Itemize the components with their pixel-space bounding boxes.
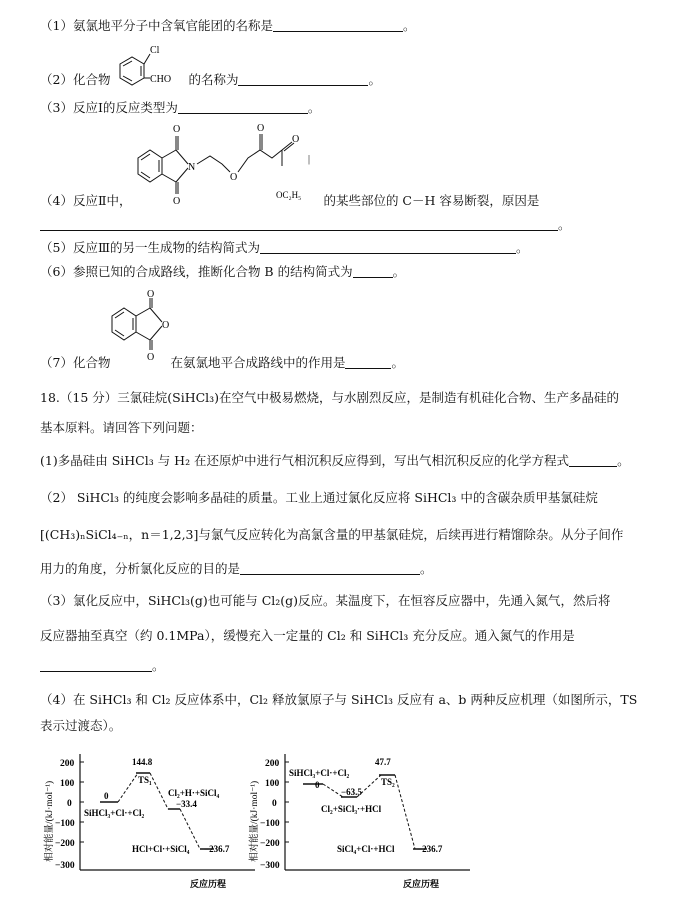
- o-ester-label: O: [292, 134, 300, 145]
- question-text-pre: 化合物: [72, 355, 111, 370]
- part-number: （7）: [40, 355, 73, 370]
- ts-value: 47.7: [375, 757, 391, 767]
- ts-label: TS₂: [381, 777, 395, 787]
- period: 。: [152, 658, 165, 673]
- tick-label: 0: [67, 799, 72, 809]
- tick-label: 200: [60, 759, 75, 769]
- o-ketone-label: O: [257, 123, 265, 134]
- q18-part3-line3: [40, 658, 165, 674]
- path-segment: [118, 773, 138, 802]
- answer-blank[interactable]: [178, 101, 308, 114]
- x-axis-label: 反应历程: [403, 879, 440, 889]
- x-axis-label: 反应历程: [190, 879, 227, 889]
- end-label: SiCl₄+Cl·+HCl: [337, 844, 395, 854]
- path-segment: [150, 773, 168, 809]
- tick-label: 200: [265, 759, 280, 769]
- q18-intro-line1: 18.（15 分）三氯硅烷(SiHCl₃)在空气中极易燃烧，与水剧烈反应，是制造有机硅化合物、生产多晶硅的: [40, 390, 620, 405]
- period: 。: [392, 264, 406, 279]
- tick-label: −100: [55, 819, 75, 829]
- o-label-bottom: O: [173, 196, 181, 207]
- answer-blank[interactable]: [40, 659, 152, 672]
- tick-label: −300: [260, 861, 280, 871]
- cho-label: CHO: [150, 74, 172, 85]
- period: 。: [391, 355, 404, 370]
- period: 。: [516, 240, 529, 255]
- o-label-ring: O: [162, 320, 170, 331]
- mid-value: −33.4: [176, 799, 197, 809]
- part-number: （1）: [40, 18, 73, 33]
- answer-blank[interactable]: [238, 73, 368, 86]
- y-axis-label: 相对能量/(kJ·mol⁻¹): [45, 780, 55, 862]
- tick-label: −100: [260, 819, 280, 829]
- answer-blank[interactable]: [260, 241, 516, 254]
- period: 。: [402, 18, 416, 33]
- end-value: −236.7: [204, 844, 230, 854]
- question-text-pre: 化合物: [72, 72, 111, 87]
- answer-blank[interactable]: [40, 218, 558, 231]
- question-text: 的某些部位的 C－H 容易断裂，原因是: [323, 193, 540, 208]
- energy-diagram-b: [245, 752, 475, 892]
- period: 。: [617, 453, 630, 468]
- q18-part3-line1: （3）氯化反应中，SiHCl₃(g)也可能与 Cl₂(g)反应。某温度下，在恒容反应器中，先通入氮气，然后将: [40, 593, 611, 608]
- y-axis-label: 相对能量/(kJ·mol⁻¹): [250, 780, 260, 862]
- answer-blank[interactable]: [353, 265, 393, 278]
- path-segment: [180, 809, 200, 849]
- tick-label: 0: [272, 799, 277, 809]
- q17-part5: [40, 240, 529, 256]
- path-segment: [395, 775, 415, 849]
- end-label: HCl+Cl·+SiCl₄: [132, 844, 190, 854]
- q18-part3-line2: 反应器抽至真空（约 0.1MPa），缓慢充入一定量的 Cl₂ 和 SiHCl₃ 充分反应。通入氮气的作用是: [40, 628, 575, 643]
- question-text: 反应Ⅰ的反应类型为: [72, 100, 178, 115]
- part-number: （5）: [40, 240, 73, 255]
- question-text: 用力的角度，分析氯化反应的目的是: [40, 561, 241, 576]
- answer-blank[interactable]: [569, 454, 617, 467]
- phthalic-anhydride-structure: [106, 290, 176, 360]
- question-text: 在氨氯地平合成路线中的作用是: [170, 355, 346, 370]
- part-number: （6）: [40, 264, 73, 279]
- tick-label: 100: [265, 779, 280, 789]
- question-text: 的名称为: [188, 72, 239, 87]
- start-label: SiHCl₃+Cl·+Cl₂: [84, 808, 145, 818]
- q18-part2-line2: [(CH₃)ₙSiCl₄₋ₙ，n＝1,2,3]与氯气反应转化为高氯含量的甲基氯硅烷，后续再进行精馏除杂。从分子间作: [40, 527, 624, 542]
- q18-part2-line3: [40, 561, 433, 577]
- q18-part4-line2: 表示过渡态）。: [40, 718, 122, 733]
- period: 。: [368, 72, 381, 87]
- question-text: 多晶硅由 SiHCl₃ 与 H₂ 在还原炉中进行气相沉积反应得到，写出气相沉积反应的化学方程式: [57, 453, 570, 468]
- q17-part7: [40, 355, 404, 371]
- answer-blank[interactable]: [240, 562, 420, 575]
- q18-part2-line1: （2） SiHCl₃ 的纯度会影响多晶硅的质量。工业上通过氯化反应将 SiHCl₃ 中的含碳杂质甲基氯硅烷: [40, 490, 598, 505]
- part-number: （3）: [40, 100, 73, 115]
- period: 。: [558, 217, 571, 232]
- ts-label: TS₁: [138, 775, 152, 785]
- q17-part6: [40, 264, 405, 280]
- q17-part2: [40, 72, 381, 88]
- part-number: （2）: [40, 72, 73, 87]
- q18-part1: [40, 453, 630, 469]
- mid-value: −63.5: [341, 787, 362, 797]
- answer-blank[interactable]: [273, 19, 403, 32]
- part-number: （4）: [40, 193, 73, 208]
- question-text: 反应Ⅲ的另一生成物的结构简式为: [72, 240, 261, 255]
- mark: |: [308, 154, 311, 165]
- mid-label: Cl₂+H·+SiCl₄: [168, 788, 220, 798]
- n-label: N: [188, 162, 196, 173]
- mid-label: Cl₂+SiCl₃·+HCl: [321, 804, 382, 814]
- ts-value: 144.8: [132, 757, 153, 767]
- question-text: 氨氯地平分子中含氧官能团的名称是: [72, 18, 273, 33]
- q18-intro-line2: 基本原料。请回答下列问题：: [40, 420, 203, 435]
- answer-blank[interactable]: [345, 356, 391, 369]
- tick-label: −200: [260, 839, 280, 849]
- period: 。: [420, 561, 433, 576]
- q18-part4-line1: （4）在 SiHCl₃ 和 Cl₂ 反应体系中，Cl₂ 释放氯原子与 SiHCl₃ 反应有 a、b 两种反应机理（如图所示，TS: [40, 692, 638, 707]
- end-value: −236.7: [417, 844, 443, 854]
- q17-part4-answer: [40, 217, 571, 233]
- tick-label: −300: [55, 861, 75, 871]
- o-label-top: O: [147, 290, 155, 300]
- part-number: (1): [40, 453, 58, 468]
- o-label-bottom: O: [147, 352, 155, 360]
- period: 。: [307, 100, 321, 115]
- q17-part3: [40, 100, 320, 116]
- q17-part4: [40, 193, 539, 209]
- o-label-top: O: [173, 124, 181, 135]
- question-text: 参照已知的合成路线，推断化合物 B 的结构简式为: [72, 264, 353, 279]
- q17-part1: [40, 18, 415, 34]
- zero-label: 0: [315, 780, 320, 790]
- oc2h5-label: OC₂H₅: [276, 190, 302, 200]
- energy-diagram-a: [40, 752, 260, 892]
- cl-label: Cl: [150, 45, 160, 56]
- tick-label: 100: [60, 779, 75, 789]
- question-text-pre: 反应Ⅱ中，: [72, 193, 132, 208]
- o-ether-label: O: [230, 172, 238, 183]
- zero-label: 0: [104, 791, 109, 801]
- tick-label: −200: [55, 839, 75, 849]
- path-segment: [323, 784, 343, 797]
- start-label: SiHCl₃+Cl·+Cl₂: [289, 768, 350, 778]
